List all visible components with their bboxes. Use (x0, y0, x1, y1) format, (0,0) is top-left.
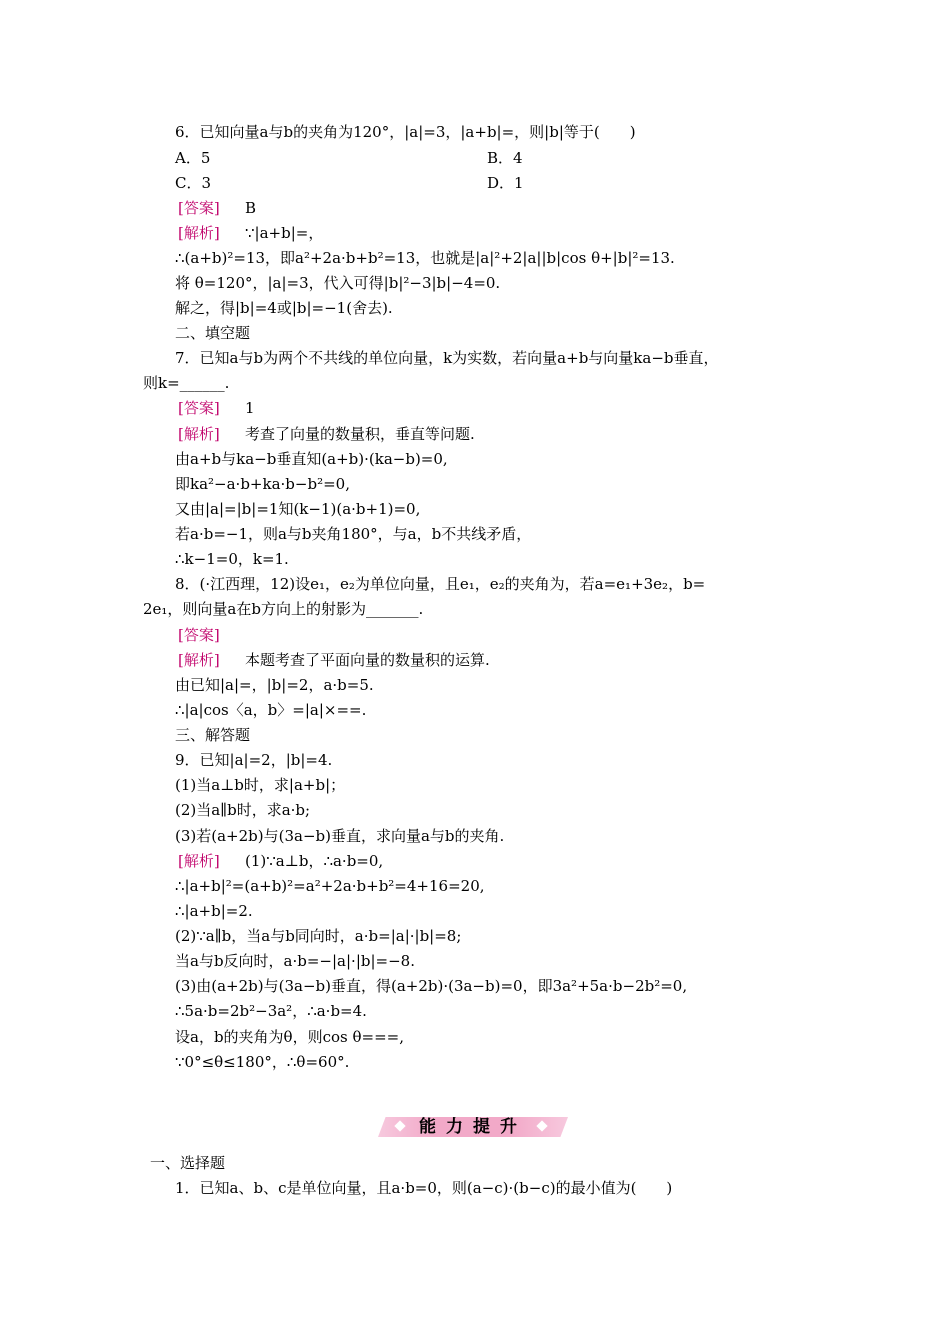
q7-stem-cont: 则k=______. (143, 374, 230, 392)
q6-stem: 6．已知向量a与b的夹角为120°，|a|=3，|a+b|=，则|b|等于( ) (175, 123, 636, 141)
analysis-line: ∴5a·b=2b²−3a²，∴a·b=4. (175, 1002, 367, 1020)
analysis-line: (2)∵a∥b，当a与b同向时，a·b=|a|·|b|=8; (175, 927, 462, 945)
analysis-line: 即ka²−a·b+ka·b−b²=0, (175, 475, 350, 493)
analysis-line: ∴|a+b|²=(a+b)²=a²+2a·b+b²=4+16=20, (175, 877, 485, 895)
answer-tag: [答案] (178, 199, 220, 217)
q8-stem: 8．(·江西理，12)设e₁，e₂为单位向量，且e₁，e₂的夹角为，若a=e₁+3e₂，b= (175, 575, 706, 593)
section-heading: 三、解答题 (175, 726, 251, 744)
section-heading: 一、选择题 (150, 1154, 226, 1172)
analysis-line: (1)∵a⊥b，∴a·b=0, (245, 852, 384, 870)
analysis-line: 当a与b反向时，a·b=−|a|·|b|=−8. (175, 952, 415, 970)
analysis-tag: [解析] (178, 852, 220, 870)
analysis-line: 考查了向量的数量积，垂直等问题. (245, 425, 475, 443)
q7-answer: 1 (245, 399, 255, 417)
q6-option-c: C．3 (175, 174, 212, 192)
analysis-line: ∴|a|cos〈a，b〉=|a|×==. (175, 701, 367, 719)
q6-option-d: D．1 (487, 174, 524, 192)
analysis-tag: [解析] (178, 224, 220, 242)
analysis-line: 将 θ=120°，|a|=3，代入可得|b|²−3|b|−4=0. (175, 274, 501, 292)
q6-option-b: B．4 (487, 149, 523, 167)
q9-part: (2)当a∥b时，求a·b; (175, 801, 311, 819)
analysis-tag: [解析] (178, 425, 220, 443)
q9-stem: 9．已知|a|=2，|b|=4. (175, 751, 333, 769)
analysis-line: (3)由(a+2b)与(3a−b)垂直，得(a+2b)·(3a−b)=0，即3a²+5a·b−2b²=0, (175, 977, 688, 995)
analysis-line: ∵|a+b|=， (245, 224, 324, 242)
analysis-line: 本题考查了平面向量的数量积的运算. (245, 651, 490, 669)
section-heading: 二、填空题 (175, 324, 251, 342)
q6-answer: B (245, 199, 257, 217)
q7-stem: 7．已知a与b为两个不共线的单位向量，k为实数，若向量a+b与向量ka−b垂直， (175, 349, 719, 367)
analysis-line: ∴(a+b)²=13，即a²+2a·b+b²=13，也就是|a|²+2|a||b|cos θ+|b|²=13. (175, 249, 675, 267)
analysis-line: 由a+b与ka−b垂直知(a+b)·(ka−b)=0, (175, 450, 448, 468)
q9-part: (3)若(a+2b)与(3a−b)垂直，求向量a与b的夹角. (175, 827, 505, 845)
analysis-line: 又由|a|=|b|=1知(k−1)(a·b+1)=0, (175, 500, 421, 518)
analysis-line: ∴|a+b|=2. (175, 902, 253, 920)
q1-stem: 1．已知a、b、c是单位向量，且a·b=0，则(a−c)·(b−c)的最小值为( ) (175, 1179, 673, 1197)
answer-tag: [答案] (178, 626, 220, 644)
answer-tag: [答案] (178, 399, 220, 417)
analysis-line: 由已知|a|=，|b|=2，a·b=5. (175, 676, 374, 694)
q8-stem-cont: 2e₁，则向量a在b方向上的射影为_______. (143, 600, 424, 618)
analysis-tag: [解析] (178, 651, 220, 669)
analysis-line: ∵0°≤θ≤180°，∴θ=60°. (175, 1053, 350, 1071)
section-banner (378, 1112, 568, 1142)
analysis-line: 解之，得|b|=4或|b|=−1(舍去). (175, 299, 393, 317)
banner-title: 能力提升 (419, 1117, 527, 1137)
analysis-line: ∴k−1=0，k=1. (175, 550, 289, 568)
q6-option-a: A．5 (175, 149, 211, 167)
analysis-line: 设a，b的夹角为θ，则cos θ===, (175, 1028, 404, 1046)
analysis-line: 若a·b=−1，则a与b夹角180°，与a，b不共线矛盾， (175, 525, 532, 543)
q9-part: (1)当a⊥b时，求|a+b|； (175, 776, 346, 794)
